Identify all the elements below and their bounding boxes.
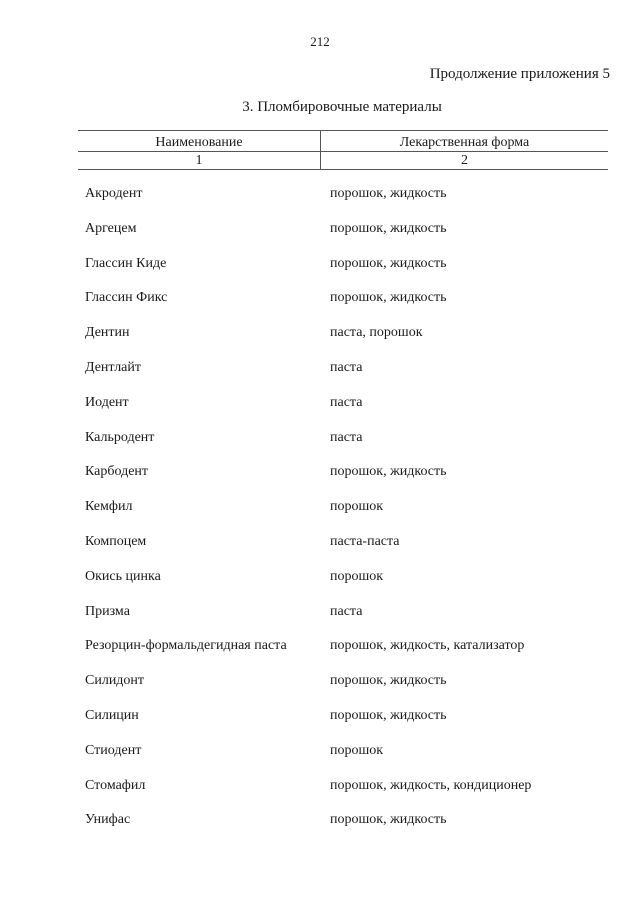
table-row (85, 499, 605, 534)
material-form: порошок, жидкость (330, 255, 447, 271)
material-form: порошок, жидкость (330, 220, 447, 236)
section-title: 3. Пломбировочные материалы (242, 99, 442, 115)
table-row (85, 430, 605, 465)
column-header-name: Наименование (78, 131, 321, 152)
material-name: Дентлайт (85, 359, 142, 375)
table-row (85, 325, 605, 360)
header-row-numbers (78, 152, 608, 170)
table-row (85, 604, 605, 639)
table-row (85, 673, 605, 708)
table-row (85, 812, 605, 847)
material-form: порошок, жидкость (330, 673, 447, 689)
table-header (78, 130, 608, 170)
appendix-label: Продолжение приложения 5 (429, 66, 610, 82)
table-row (85, 256, 605, 291)
table-row (85, 534, 605, 569)
page-number: 212 (310, 34, 330, 49)
material-name: Кемфил (85, 499, 133, 515)
table-row (85, 569, 605, 604)
material-name: Карбодент (85, 464, 149, 480)
table-row (85, 743, 605, 778)
material-name: Аргецем (85, 220, 137, 236)
table-row (85, 464, 605, 499)
material-form: порошок, жидкость (330, 290, 447, 306)
table-row (85, 221, 605, 256)
table-row (85, 290, 605, 325)
material-list (85, 186, 605, 847)
material-form: паста (330, 394, 363, 410)
header-row-names (78, 131, 608, 152)
material-form: паста, порошок (330, 325, 423, 341)
material-name: Силидонт (85, 673, 145, 689)
material-form: порошок, жидкость (330, 707, 447, 723)
material-name: Компоцем (85, 533, 147, 549)
material-form: порошок (330, 499, 384, 515)
material-name: Дентин (85, 325, 130, 341)
material-name: Иодент (85, 394, 129, 410)
material-form: порошок, жидкость (330, 464, 447, 480)
table-row (85, 708, 605, 743)
material-form: порошок (330, 568, 384, 584)
material-form: паста-паста (330, 533, 400, 549)
table-row (85, 360, 605, 395)
material-name: Окись цинка (85, 568, 161, 584)
material-form: порошок, жидкость, кондиционер (330, 777, 532, 793)
material-name: Глассин Киде (85, 255, 167, 271)
column-header-form: Лекарственная форма (321, 131, 609, 152)
material-name: Акродент (85, 186, 143, 201)
material-form: паста (330, 603, 363, 619)
table-row (85, 638, 605, 673)
material-name: Стиодент (85, 742, 142, 758)
material-name: Кальродент (85, 429, 155, 445)
material-form: паста (330, 359, 363, 375)
material-form: порошок (330, 742, 384, 758)
material-name: Стомафил (85, 777, 146, 793)
material-name: Силицин (85, 707, 139, 723)
material-name: Резорцин-формальдегидная паста (85, 638, 287, 654)
table-row (85, 186, 605, 221)
material-name: Унифас (85, 812, 131, 828)
material-name: Призма (85, 603, 130, 619)
column-number-1: 1 (78, 152, 321, 170)
table-row (85, 395, 605, 430)
material-form: порошок, жидкость (330, 186, 447, 201)
material-form: паста (330, 429, 363, 445)
column-number-2: 2 (321, 152, 609, 170)
material-form: порошок, жидкость (330, 812, 447, 828)
table-row (85, 778, 605, 813)
material-form: порошок, жидкость, катализатор (330, 638, 525, 654)
material-name: Глассин Фикс (85, 290, 168, 306)
